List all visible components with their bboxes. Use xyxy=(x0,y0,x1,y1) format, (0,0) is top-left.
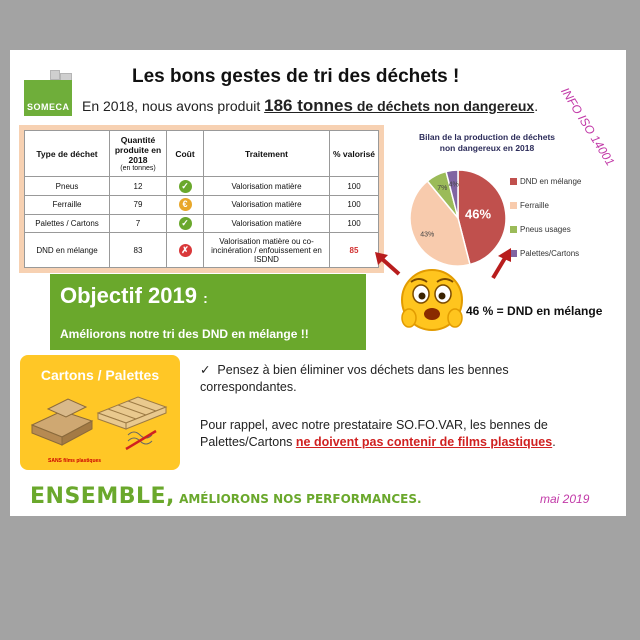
cell-treatment: Valorisation matière xyxy=(204,214,330,233)
legend-swatch xyxy=(510,202,517,209)
thumbs-up-icon: ✓ xyxy=(179,217,192,230)
cell-pct: 100 xyxy=(330,214,379,233)
header-type: Type de déchet xyxy=(25,131,110,177)
cell-qty: 83 xyxy=(110,233,167,268)
legend-swatch xyxy=(510,178,517,185)
legend-label: Pneus usages xyxy=(520,225,571,234)
page-title: Les bons gestes de tri des déchets ! xyxy=(132,66,460,87)
table-row xyxy=(25,233,379,268)
cell-qty: 12 xyxy=(110,177,167,196)
pallets-cartons-icon xyxy=(28,391,172,455)
check-icon: ✓ xyxy=(200,363,218,377)
intro-prefix: En 2018, nous avons produit xyxy=(82,98,265,114)
legend-item xyxy=(510,199,581,212)
cartons-caption: SANS films plastiques xyxy=(48,458,102,464)
header-qty-unit: (en tonnes) xyxy=(120,165,156,173)
bullet-text xyxy=(200,362,560,396)
table-row xyxy=(25,214,379,233)
cell-cost xyxy=(167,233,204,268)
header-treatment: Traitement xyxy=(204,131,330,177)
thumbs-up-icon: ✓ xyxy=(179,180,192,193)
chart-title: Bilan de la production de déchets non dangereux en 2018 xyxy=(418,132,556,153)
cell-type: DND en mélange xyxy=(25,233,110,268)
header-qty-label: Quantité produite en 2018 xyxy=(114,135,162,166)
euro-icon: € xyxy=(179,198,192,211)
pie-label-1: 43% xyxy=(420,231,435,239)
header-cost: Coût xyxy=(167,131,204,177)
intro-suffix: de déchets non dangereux xyxy=(352,98,535,114)
cell-cost xyxy=(167,214,204,233)
cell-treatment: Valorisation matière xyxy=(204,177,330,196)
cell-type: Palettes / Cartons xyxy=(25,214,110,233)
waste-table-frame xyxy=(19,125,384,273)
rappel-warning: ne doivent pas contenir de films plastiques xyxy=(295,435,553,449)
cell-type: Ferraille xyxy=(25,196,110,215)
cell-qty: 79 xyxy=(110,196,167,215)
legend-label: Palettes/Cartons xyxy=(520,249,580,258)
objectif-title-text: Objectif 2019 xyxy=(60,283,197,308)
table-row xyxy=(25,177,379,196)
waste-table xyxy=(24,130,379,268)
cell-cost xyxy=(167,196,204,215)
logo-text: SOMECA xyxy=(27,102,70,112)
cell-treatment: Valorisation matière xyxy=(204,196,330,215)
cell-pct: 100 xyxy=(330,177,379,196)
footer-slogan xyxy=(30,484,422,509)
legend-item xyxy=(510,247,581,260)
footer-date: mai 2019 xyxy=(540,492,590,506)
table-header-row xyxy=(25,131,379,177)
footer-ensemble: ENSEMBLE, xyxy=(30,484,175,509)
table-row xyxy=(25,196,379,215)
rappel-body: Pour rappel, avec notre prestataire SO.FO.VAR, les bennes de Palettes/Cartons xyxy=(200,418,548,449)
dnd-note: 46 % = DND en mélange xyxy=(466,304,603,318)
header-qty xyxy=(110,131,167,177)
intro-line xyxy=(82,96,538,116)
rappel-end: . xyxy=(552,435,556,449)
cartons-box xyxy=(20,355,180,470)
objectif-subtitle: Améliorons notre tri des DND en mélange !! xyxy=(60,327,309,341)
objectif-banner xyxy=(50,274,366,350)
thumbs-down-icon: ✗ xyxy=(179,244,192,257)
someca-logo xyxy=(24,70,72,116)
intro-end: . xyxy=(534,98,539,114)
pie-label-3: 4% xyxy=(448,181,459,189)
legend-item xyxy=(510,223,581,236)
worried-face-icon xyxy=(399,266,465,334)
iso-stamp: INFO ISO 14001 xyxy=(558,85,618,169)
cell-type: Pneus xyxy=(25,177,110,196)
legend-label: DND en mélange xyxy=(520,177,582,186)
pie-label-0: 46% xyxy=(464,206,492,222)
poster xyxy=(10,50,626,516)
legend-label: Ferraille xyxy=(520,201,549,210)
footer-rest: AMÉLIORONS NOS PERFORMANCES. xyxy=(174,492,422,506)
chart-arrow-icon xyxy=(485,248,515,282)
rappel-text xyxy=(200,417,590,451)
cell-pct: 100 xyxy=(330,196,379,215)
header-pct: % valorisé xyxy=(330,131,379,177)
legend-item xyxy=(510,175,581,188)
objectif-title xyxy=(60,283,208,309)
cell-qty: 7 xyxy=(110,214,167,233)
bullet-label: Pensez à bien éliminer vos déchets dans les bennes correspondantes. xyxy=(200,363,509,394)
chart-legend xyxy=(510,175,581,271)
cell-treatment: Valorisation matière ou co-incinération / enfouissement en ISDND xyxy=(204,233,330,268)
intro-amount: 186 tonnes xyxy=(264,96,353,115)
cartons-title: Cartons / Palettes xyxy=(40,367,160,383)
pie-label-2: 7% xyxy=(437,185,448,193)
cell-cost xyxy=(167,177,204,196)
objectif-colon: : xyxy=(203,290,208,306)
legend-swatch xyxy=(510,226,517,233)
cell-pct: 85 xyxy=(330,233,379,268)
